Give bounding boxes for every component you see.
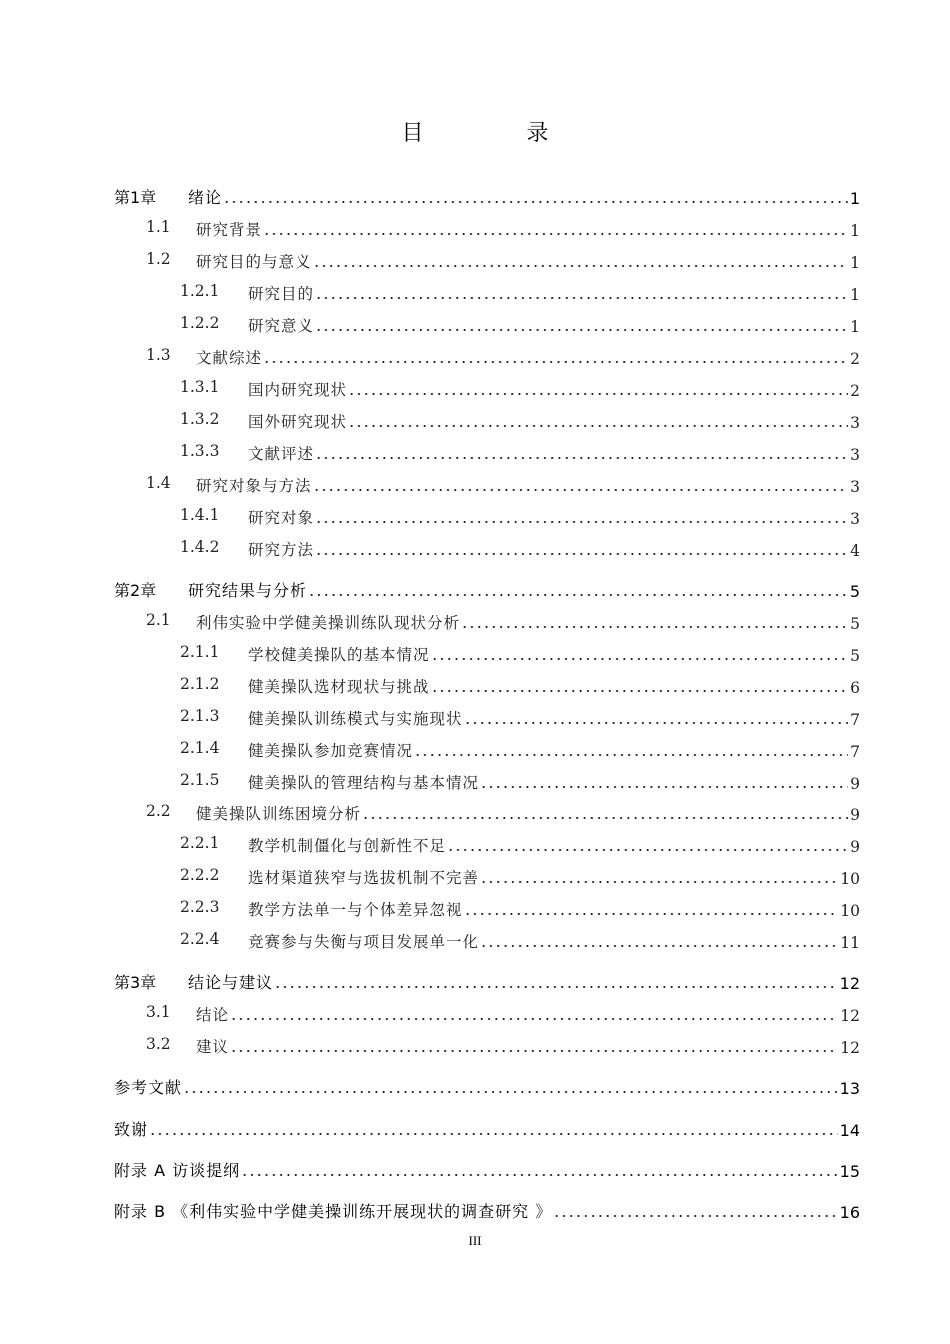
toc-page-number: 9	[850, 775, 860, 793]
toc-entry-1-3-1[interactable]	[180, 376, 860, 400]
toc-page-number: 1	[850, 254, 860, 272]
toc-entry-1-3-2[interactable]	[180, 408, 860, 432]
toc-title: 结论与建议	[188, 973, 274, 992]
toc-title: 研究方法	[248, 541, 315, 559]
dot-leader	[223, 200, 848, 204]
toc-title: 健美操队的管理结构与基本情况	[248, 774, 480, 792]
toc-title: 致谢	[114, 1120, 149, 1139]
dot-leader	[315, 552, 848, 556]
dot-leader	[315, 328, 848, 332]
toc-page-number: 12	[839, 974, 860, 993]
toc-title: 研究意义	[248, 317, 315, 335]
toc-entry-2-1-1[interactable]	[180, 641, 860, 665]
toc-page-number: 1	[850, 318, 860, 336]
toc-title: 研究目的与意义	[196, 253, 312, 271]
toc-entry-2-2-1[interactable]	[180, 832, 860, 856]
dot-leader	[313, 264, 849, 268]
dot-leader	[447, 848, 848, 852]
toc-title: 国内研究现状	[248, 381, 348, 399]
toc-entry-appendix-b[interactable]	[114, 1198, 860, 1222]
toc-title: 选材渠道狭窄与选拔机制不完善	[248, 869, 480, 887]
toc-entry-2-1-4[interactable]	[180, 737, 860, 761]
toc-page-number: 3	[850, 478, 860, 496]
dot-leader	[315, 520, 848, 524]
toc-entry-references[interactable]	[114, 1074, 860, 1098]
toc-number: 1.3.3	[180, 442, 220, 460]
dot-leader	[464, 721, 849, 725]
toc-page-number: 3	[850, 510, 860, 528]
toc-entry-3-1[interactable]	[146, 1001, 860, 1025]
toc-title: 国外研究现状	[248, 413, 348, 431]
toc-number: 2.2.2	[180, 866, 220, 884]
toc-entry-3-2[interactable]	[146, 1033, 860, 1057]
toc-number: 1.4.1	[180, 506, 220, 524]
toc-page-number: 5	[850, 615, 860, 633]
toc-title: 利伟实验中学健美操训练队现状分析	[196, 614, 461, 632]
dot-leader	[461, 625, 848, 629]
toc-page-number: 1	[850, 222, 860, 240]
toc-page-number: 4	[850, 542, 860, 560]
toc-page-number: 1	[850, 286, 860, 304]
dot-leader	[315, 456, 848, 460]
toc-number: 第3章	[114, 973, 157, 992]
dot-leader	[274, 985, 838, 989]
toc-page-number: 3	[850, 446, 860, 464]
toc-page-number: 14	[839, 1121, 860, 1140]
dot-leader	[348, 424, 848, 428]
toc-number: 2.1.3	[180, 707, 220, 725]
toc-entry-chapter-1[interactable]	[114, 184, 860, 208]
toc-page-number: 12	[840, 1007, 860, 1025]
toc-title: 文献综述	[196, 349, 263, 367]
dot-leader	[241, 1173, 838, 1177]
toc-page-number: 12	[840, 1039, 860, 1057]
toc-number: 2.1.5	[180, 771, 220, 789]
toc-number: 2.2.3	[180, 898, 220, 916]
toc-number: 第2章	[114, 581, 157, 600]
toc-entry-1-1[interactable]	[146, 216, 860, 240]
dot-leader	[263, 360, 848, 364]
toc-page-number: 7	[850, 711, 860, 729]
toc-title: 教学方法单一与个体差异忽视	[248, 901, 463, 919]
toc-entry-2-1-3[interactable]	[180, 705, 860, 729]
toc-page-number: 9	[850, 838, 860, 856]
toc-entry-chapter-3[interactable]	[114, 969, 860, 993]
toc-entry-1-4-2[interactable]	[180, 536, 860, 560]
toc-number: 1.2	[146, 250, 171, 268]
toc-number: 第1章	[114, 188, 157, 207]
dot-leader	[480, 785, 848, 789]
toc-page-number: 11	[840, 934, 860, 952]
toc-title: 健美操队选材现状与挑战	[248, 678, 430, 696]
toc-entry-1-2-2[interactable]	[180, 312, 860, 336]
dot-leader	[348, 392, 848, 396]
toc-number: 2.1.4	[180, 739, 220, 757]
dot-leader	[431, 657, 849, 661]
toc-number: 1.1	[146, 218, 171, 236]
toc-number: 1.4.2	[180, 538, 220, 556]
toc-number: 1.2.1	[180, 282, 220, 300]
toc-title: 研究背景	[196, 221, 263, 239]
toc-number: 1.4	[146, 474, 171, 492]
dot-leader	[149, 1132, 838, 1136]
dot-leader	[553, 1214, 837, 1218]
toc-entry-appendix-a[interactable]	[114, 1157, 860, 1181]
toc-entry-chapter-2[interactable]	[114, 577, 860, 601]
dot-leader	[230, 1049, 838, 1053]
toc-number: 1.3.2	[180, 410, 220, 428]
dot-leader	[480, 880, 838, 884]
dot-leader	[414, 753, 848, 757]
toc-title: 健美操队参加竞赛情况	[248, 742, 414, 760]
toc-title: 研究对象与方法	[196, 477, 312, 495]
toc-number: 2.2.4	[180, 930, 220, 948]
toc-title: 结论	[196, 1006, 230, 1024]
toc-entry-1-4[interactable]	[146, 472, 860, 496]
toc-title: 附录 B 《利伟实验中学健美操训练开展现状的调查研究 》	[114, 1202, 553, 1221]
toc-title: 教学机制僵化与创新性不足	[248, 837, 447, 855]
toc-number: 2.1	[146, 611, 171, 629]
toc-number: 3.2	[146, 1035, 171, 1053]
toc-entry-1-3[interactable]	[146, 344, 860, 368]
toc-title: 学校健美操队的基本情况	[248, 646, 430, 664]
toc-page-number: 3	[850, 414, 860, 432]
toc-title: 绪论	[188, 188, 223, 207]
toc-entry-2-2-3[interactable]	[180, 896, 860, 920]
toc-number: 2.1.2	[180, 675, 220, 693]
toc-page-number: 13	[839, 1079, 860, 1098]
toc-entry-2-2-2[interactable]	[180, 864, 860, 888]
dot-leader	[431, 689, 849, 693]
toc-entry-acknowledgements[interactable]	[114, 1116, 860, 1140]
toc-entry-2-2-4[interactable]	[180, 928, 860, 952]
toc-title: 附录 A 访谈提纲	[114, 1161, 241, 1180]
toc-page-number: 1	[849, 189, 860, 208]
toc-page-number: 9	[850, 806, 860, 824]
toc-title: 竞赛参与失衡与项目发展单一化	[248, 933, 480, 951]
toc-number: 2.2.1	[180, 834, 220, 852]
toc-page-number: 6	[850, 679, 860, 697]
toc-number: 2.2	[146, 802, 171, 820]
toc-title: 研究目的	[248, 285, 315, 303]
toc-title: 文献评述	[248, 445, 315, 463]
dot-leader	[480, 944, 838, 948]
toc-page-number: 10	[840, 870, 860, 888]
toc-page-number: 7	[850, 743, 860, 761]
toc-page-number: 10	[840, 902, 860, 920]
toc-number: 1.2.2	[180, 314, 220, 332]
toc-page-number: 2	[850, 350, 860, 368]
dot-leader	[362, 816, 848, 820]
toc-title: 健美操队训练模式与实施现状	[248, 710, 463, 728]
toc-page-number: 2	[850, 382, 860, 400]
dot-leader	[263, 232, 848, 236]
toc-entry-1-2-1[interactable]	[180, 280, 860, 304]
dot-leader	[308, 593, 848, 597]
toc-title: 建议	[196, 1038, 230, 1056]
toc-page-number: 15	[839, 1162, 860, 1181]
toc-number: 1.3.1	[180, 378, 220, 396]
toc-number: 1.3	[146, 346, 171, 364]
toc-entry-1-4-1[interactable]	[180, 504, 860, 528]
page-title: 目 录	[401, 121, 597, 146]
toc-entry-2-2[interactable]	[146, 800, 860, 824]
toc-entry-1-2[interactable]	[146, 248, 860, 272]
toc-page-number: 5	[850, 647, 860, 665]
dot-leader	[183, 1090, 838, 1094]
toc-title: 参考文献	[114, 1078, 183, 1097]
toc-entry-1-3-3[interactable]	[180, 440, 860, 464]
dot-leader	[315, 296, 848, 300]
toc-entry-2-1-5[interactable]	[180, 769, 860, 793]
toc-entry-2-1[interactable]	[146, 609, 860, 633]
toc-entry-2-1-2[interactable]	[180, 673, 860, 697]
toc-page-number: 16	[839, 1203, 860, 1222]
toc-page-number: 5	[849, 582, 860, 601]
footer-page-number: III	[468, 1233, 482, 1248]
dot-leader	[313, 488, 849, 492]
toc-title: 健美操队训练困境分析	[196, 805, 362, 823]
toc-number: 2.1.1	[180, 643, 220, 661]
dot-leader	[464, 912, 839, 916]
dot-leader	[230, 1017, 838, 1021]
toc-title: 研究对象	[248, 509, 315, 527]
toc-number: 3.1	[146, 1003, 171, 1021]
toc-title: 研究结果与分析	[188, 581, 308, 600]
